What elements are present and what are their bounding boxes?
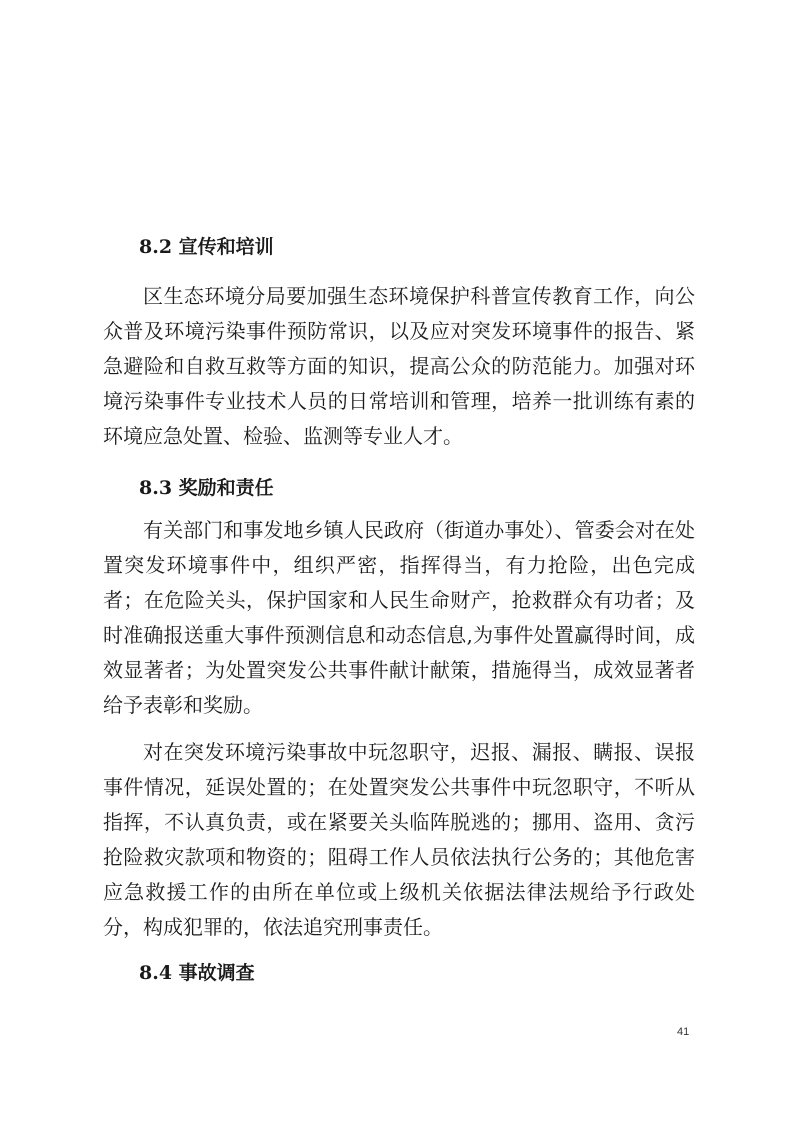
section-heading-8-4: 8.4 事故调查	[139, 962, 255, 984]
page-number: 41	[677, 1026, 690, 1038]
section-heading-8-2: 8.2 宣传和培训	[139, 236, 274, 258]
paragraph-rewards: 有关部门和事发地乡镇人民政府（街道办事处）、管委会对在处置突发环境事件中，组织严密，指挥得当，有力抢险，出色完成者；在危险关头，保护国家和人民生命财产，抢救群众有功者；及时准确报送重大事件预测信息和动态信息,为事件处置赢得时间，成效显著者；为处置突发公共事件献计献策，措施得当，成效显著者给予表彰和奖励。	[103, 518, 695, 717]
section-heading-8-3: 8.3 奖励和责任	[139, 477, 274, 499]
paragraph-responsibility: 对在突发环境污染事故中玩忽职守，迟报、漏报、瞒报、误报事件情况，延误处置的；在处置突发公共事件中玩忽职守，不听从指挥，不认真负责，或在紧要关头临阵脱逃的；挪用、盗用、贪污抢险救灾款项和物资的；阻碍工作人员依法执行公务的；其他危害应急救援工作的由所在单位或上级机关依据法律法规给予行政处分，构成犯罪的，依法追究刑事责任。	[103, 740, 695, 939]
paragraph-publicity-training: 区生态环境分局要加强生态环境保护科普宣传教育工作，向公众普及环境污染事件预防常识，以及应对突发环境事件的报告、紧急避险和自救互救等方面的知识，提高公众的防范能力。加强对环境污染事件专业技术人员的日常培训和管理，培养一批训练有素的环境应急处置、检验、监测等专业人才。	[103, 284, 695, 448]
